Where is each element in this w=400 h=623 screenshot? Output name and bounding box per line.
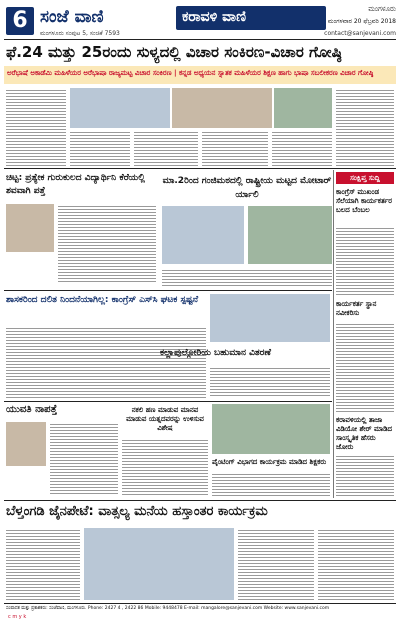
masthead-rule: [4, 39, 396, 40]
left-brand: ಸಂಜೆ ವಾಣಿ: [40, 7, 104, 27]
h3-mid-headline: ಕಲ್ಲಾಪುಲ್ಗೋರಿಯ ಬಹುಮಾನ ವಿತರಣೆ: [160, 348, 271, 358]
center-story-headline: ನಕಲಿ ಹಣ ಮಾಡುವ ಮಾನವ ಮಾಡುವ ಯತ್ನದವರನ್ನು ಉಳಿಸುವ ವಿಶೇಷ: [126, 406, 204, 432]
side-body-2: [336, 322, 394, 412]
bottom-body-1: [6, 528, 80, 600]
lead-story-col-1: [6, 88, 66, 166]
section-rule-4: [4, 500, 396, 501]
h2-left-box: [6, 172, 156, 200]
lead-photo-1: [70, 88, 170, 128]
center-story-2-body: [212, 472, 330, 496]
girl-photo: [6, 204, 54, 252]
h2-left-body: [58, 204, 156, 284]
lead-story-col-5: [272, 130, 332, 166]
h3-photo: [210, 294, 330, 342]
masthead: [0, 0, 400, 40]
right-brand: ಕರಾವಳಿ ವಾಣಿ: [182, 9, 246, 25]
rally-photo-2: [248, 206, 332, 264]
lead-story-col-6: [336, 88, 394, 166]
h3-left-headline: ಶಾಸಕರಿಂದ ದಲಿತ ನಿಂದನೆಯಾಗಿಲ್ಲ: ಕಾಂಗ್ರೆಸ್ ಎಸ್‌ಸಿ ಘಟಕ ಸ್ಪಷ್ಟನೆ: [6, 295, 199, 305]
h2-right-box: [162, 174, 332, 204]
website-small: contact@sanjevani.com: [324, 30, 396, 37]
h2-right-headline: ಮಾ.2ರಿಂದ ಗಂಜಿಮಠದಲ್ಲಿ ರಾಷ್ಟ್ರೀಯ ಮಟ್ಟದ ಮೋಟಾರ್ ರ್ಯಾಲಿ: [162, 176, 332, 200]
center-story-headline-2: ಪೈಂಟಿಂಗ್ ವಿಭಾಗದ ಕಾರ್ಯಕ್ರಮ ಮಾಡಿದ ಶಿಕ್ಷಕರು: [212, 458, 327, 466]
h2-right-body: [162, 268, 332, 288]
side-bottom-headline: ಕರಾವಳಿಯಲ್ಲಿ ತಾಜಾ ವಿಡಿಯೋ ಶೇರ್ ಮಾಡಿದ ಸಾಂಸ್ಕೃತಿಕ ಹೆಸರು ಜೋರು: [336, 416, 393, 451]
date-line: ಮಂಗಳವಾರ 20 ಫೆಬ್ರವರಿ 2018: [327, 18, 396, 25]
lead-story-col-2: [70, 130, 130, 166]
bottom-body-3: [318, 528, 394, 600]
bottom-photo: [84, 528, 234, 600]
h2-left-headline: ಚಿಟ್ಟ: ಪ್ರತ್ಯೇಕ ಗುರುಕುಲದ ವಿದ್ಯಾರ್ಥಿನಿ ಕೆರೆಯಲ್ಲಿ ಶವವಾಗಿ ಪತ್ತೆ: [6, 173, 146, 196]
h3-mid-body: [210, 366, 330, 398]
side-label: ಸಂಕ್ಷಿಪ್ತ ಸುದ್ದಿ: [336, 172, 394, 184]
section-rule-3: [4, 401, 332, 402]
side-mid-headline: ಕಾರ್ಯಕರ್ತ ಸ್ಥಾನ ನವೀಕರಿಸು: [336, 300, 377, 317]
lead-photo-3: [274, 88, 332, 128]
footer-rule: [4, 603, 396, 604]
obit-headline: ಯುವತಿ ನಾಪತ್ತೆ: [6, 404, 58, 415]
side-body-1: [336, 226, 394, 296]
rally-photo-1: [162, 206, 244, 264]
lead-headline: ಫೆ.24 ಮತ್ತು 25ರಂದು ಸುಳ್ಯದಲ್ಲಿ ವಿಚಾರ ಸಂಕಿರಣ-ವಿಚಾರ ಗೋಷ್ಠಿ: [6, 43, 342, 61]
h3-body: [6, 326, 206, 398]
lead-subheadline: ಅರೆಭಾಷೆ ಅಕಾಡೆಮಿ ಮಹಿಳೆಯರ ಅರೆಭಾಷಾ ರಾಜ್ಯಮಟ್ಟ ವಿಚಾರ ಸಂಕಿರಣ | ಕನ್ನಡ ಅಧ್ಯಯನ ಸ್ನಾತಕ ಮಹಿಳೆಯರ ಶಿಕ್ಷಣ ಹಾಗು ಭಾಷಾ ಸಬಲೀಕರಣ ವಿಚಾರ ಗೋಷ್ಠಿ: [7, 69, 374, 77]
obit-body: [50, 422, 118, 496]
lead-story-col-3: [134, 130, 198, 166]
center-story-photo: [212, 404, 330, 454]
missing-girl-photo: [6, 422, 46, 466]
section-rule-1: [4, 168, 396, 169]
footer-text: ಸಂಪಾದಕ ಮತ್ತು ಪ್ರಕಾಶಕರು: ಸಂಜೆವಾಣಿ, ಮಂಗಳೂರು. Phone: 2427 4 , 2422 86 Mobile: 9448478 E-mail: mangalore@sanjevani.com Website: www.sanjevani.com: [6, 606, 330, 611]
bottom-body-2: [238, 528, 314, 600]
lead-photo-2: [172, 88, 272, 128]
page-number: 6: [6, 7, 34, 35]
bottom-headline: ಬೆಳ್ತಂಗಡಿ ಜೈನಪೇಟೆ: ವಾತ್ಸಲ್ಯ ಮನೆಯ ಹಸ್ತಾಂತರ ಕಾರ್ಯಕ್ರಮ: [6, 504, 268, 519]
footer-brand: c m y k: [8, 614, 27, 620]
side-headline: ಕಾಂಗ್ರೆಸ್ ಮುಖಂಡ ಸೆಲೆಯಾಗಿ ಕಾರ್ಯಕರ್ತರ ಬಲದ ಬೆಂಬಲ: [336, 188, 392, 214]
lead-story-col-4: [202, 130, 268, 166]
side-body-3: [336, 454, 394, 496]
side-divider: [333, 170, 334, 498]
section-rule-2: [4, 290, 332, 291]
lead-subheadline-bar: [4, 66, 396, 84]
center-story-body: [122, 438, 208, 496]
badge: ಮಂಗಳೂರು: [368, 5, 396, 13]
issue-line: ಮಂಗಳೂರು ಸಂಪುಟ 5, ಸಂಚಿಕೆ 7593: [40, 30, 120, 37]
